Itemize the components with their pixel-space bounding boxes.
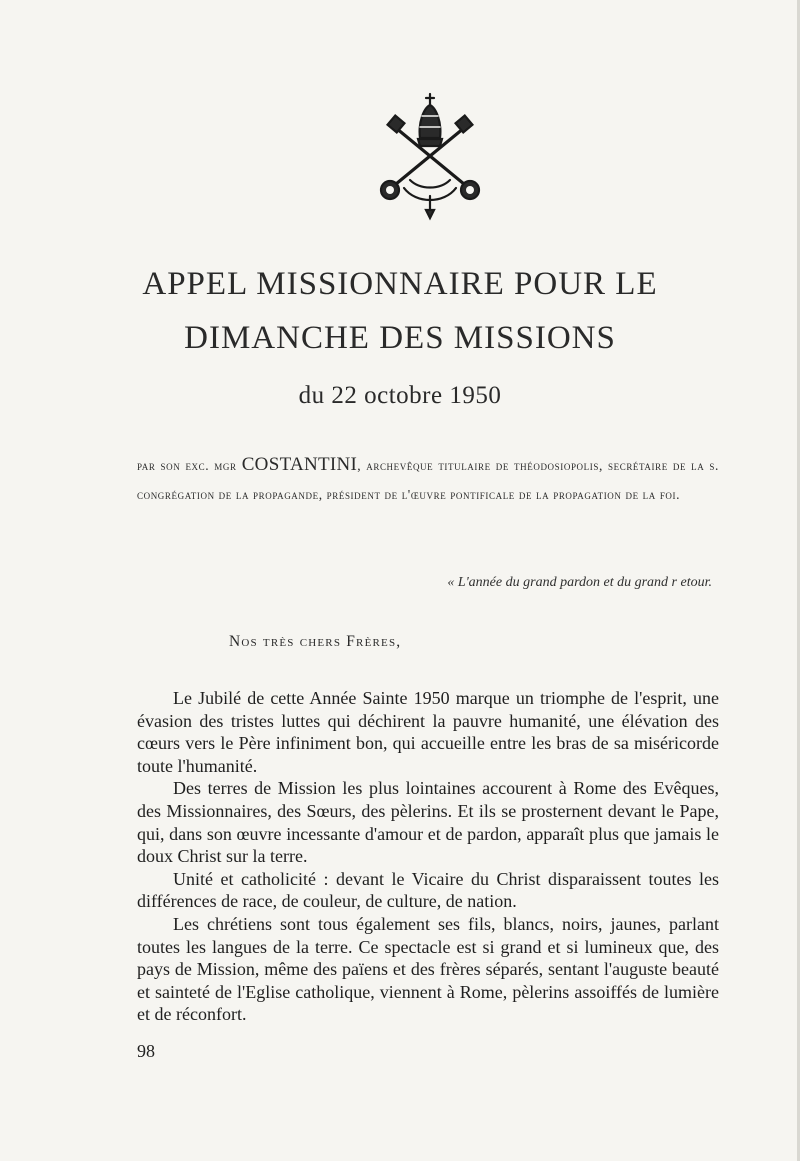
paragraph: Les chrétiens sont tous également ses fils, blancs, noirs, jaunes, parlant toutes les langues de la terre. Ce spectacle est si grand et si lumineux que, des pays de Mission, même des païens et des frères séparés, sentant l'auguste beauté et sainteté de l'Eglise catholique, viennent à Rome, pèlerins assoiffés de lumière et de réconfort.: [137, 913, 719, 1025]
byline-intro: par son exc. mgr: [137, 458, 237, 473]
paragraph: Des terres de Mission les plus lointaines accourent à Rome des Evêques, des Missionnaires, des Sœurs, des pèlerins. Et ils se prosternent devant le Pape, qui, dans son œuvre incessante d'amour et de pardon, apparaît plus que jamais le doux Christ sur la terre.: [137, 778, 719, 867]
papal-tiara-crossed-keys-icon: [360, 92, 500, 222]
title-line-1: APPEL MISSIONNAIRE POUR LE: [142, 266, 658, 302]
title-line-2: DIMANCHE DES MISSIONS: [184, 320, 616, 356]
author-byline: [137, 450, 719, 509]
date-subtitle: du 22 octobre 1950: [298, 382, 502, 409]
body-text: [137, 687, 719, 1026]
paragraph: Le Jubilé de cette Année Sainte 1950 marque un triomphe de l'esprit, une évasion des tristes luttes qui déchirent la pauvre humanité, une élévation des cœurs vers le Père infiniment bon, qui accueille entre les bras de sa miséricorde toute l'humanité.: [137, 688, 719, 776]
page-number: 98: [137, 1041, 155, 1061]
paragraph: Unité et catholicité : devant le Vicaire du Christ disparaissent toutes les différences de race, de couleur, de culture, de nation.: [137, 868, 719, 912]
salutation: Nos très chers Frères,: [229, 633, 402, 650]
byline-titles: , archevêque titulaire de théodosiopolis, secrétaire de la s. congrégation de la propagande, président de l'œuvre pontificale de la propagation de la foi.: [137, 458, 720, 502]
author-name: COSTANTINI: [241, 454, 358, 475]
epigraph: « L'année du grand pardon et du grand r etour.: [447, 575, 712, 590]
